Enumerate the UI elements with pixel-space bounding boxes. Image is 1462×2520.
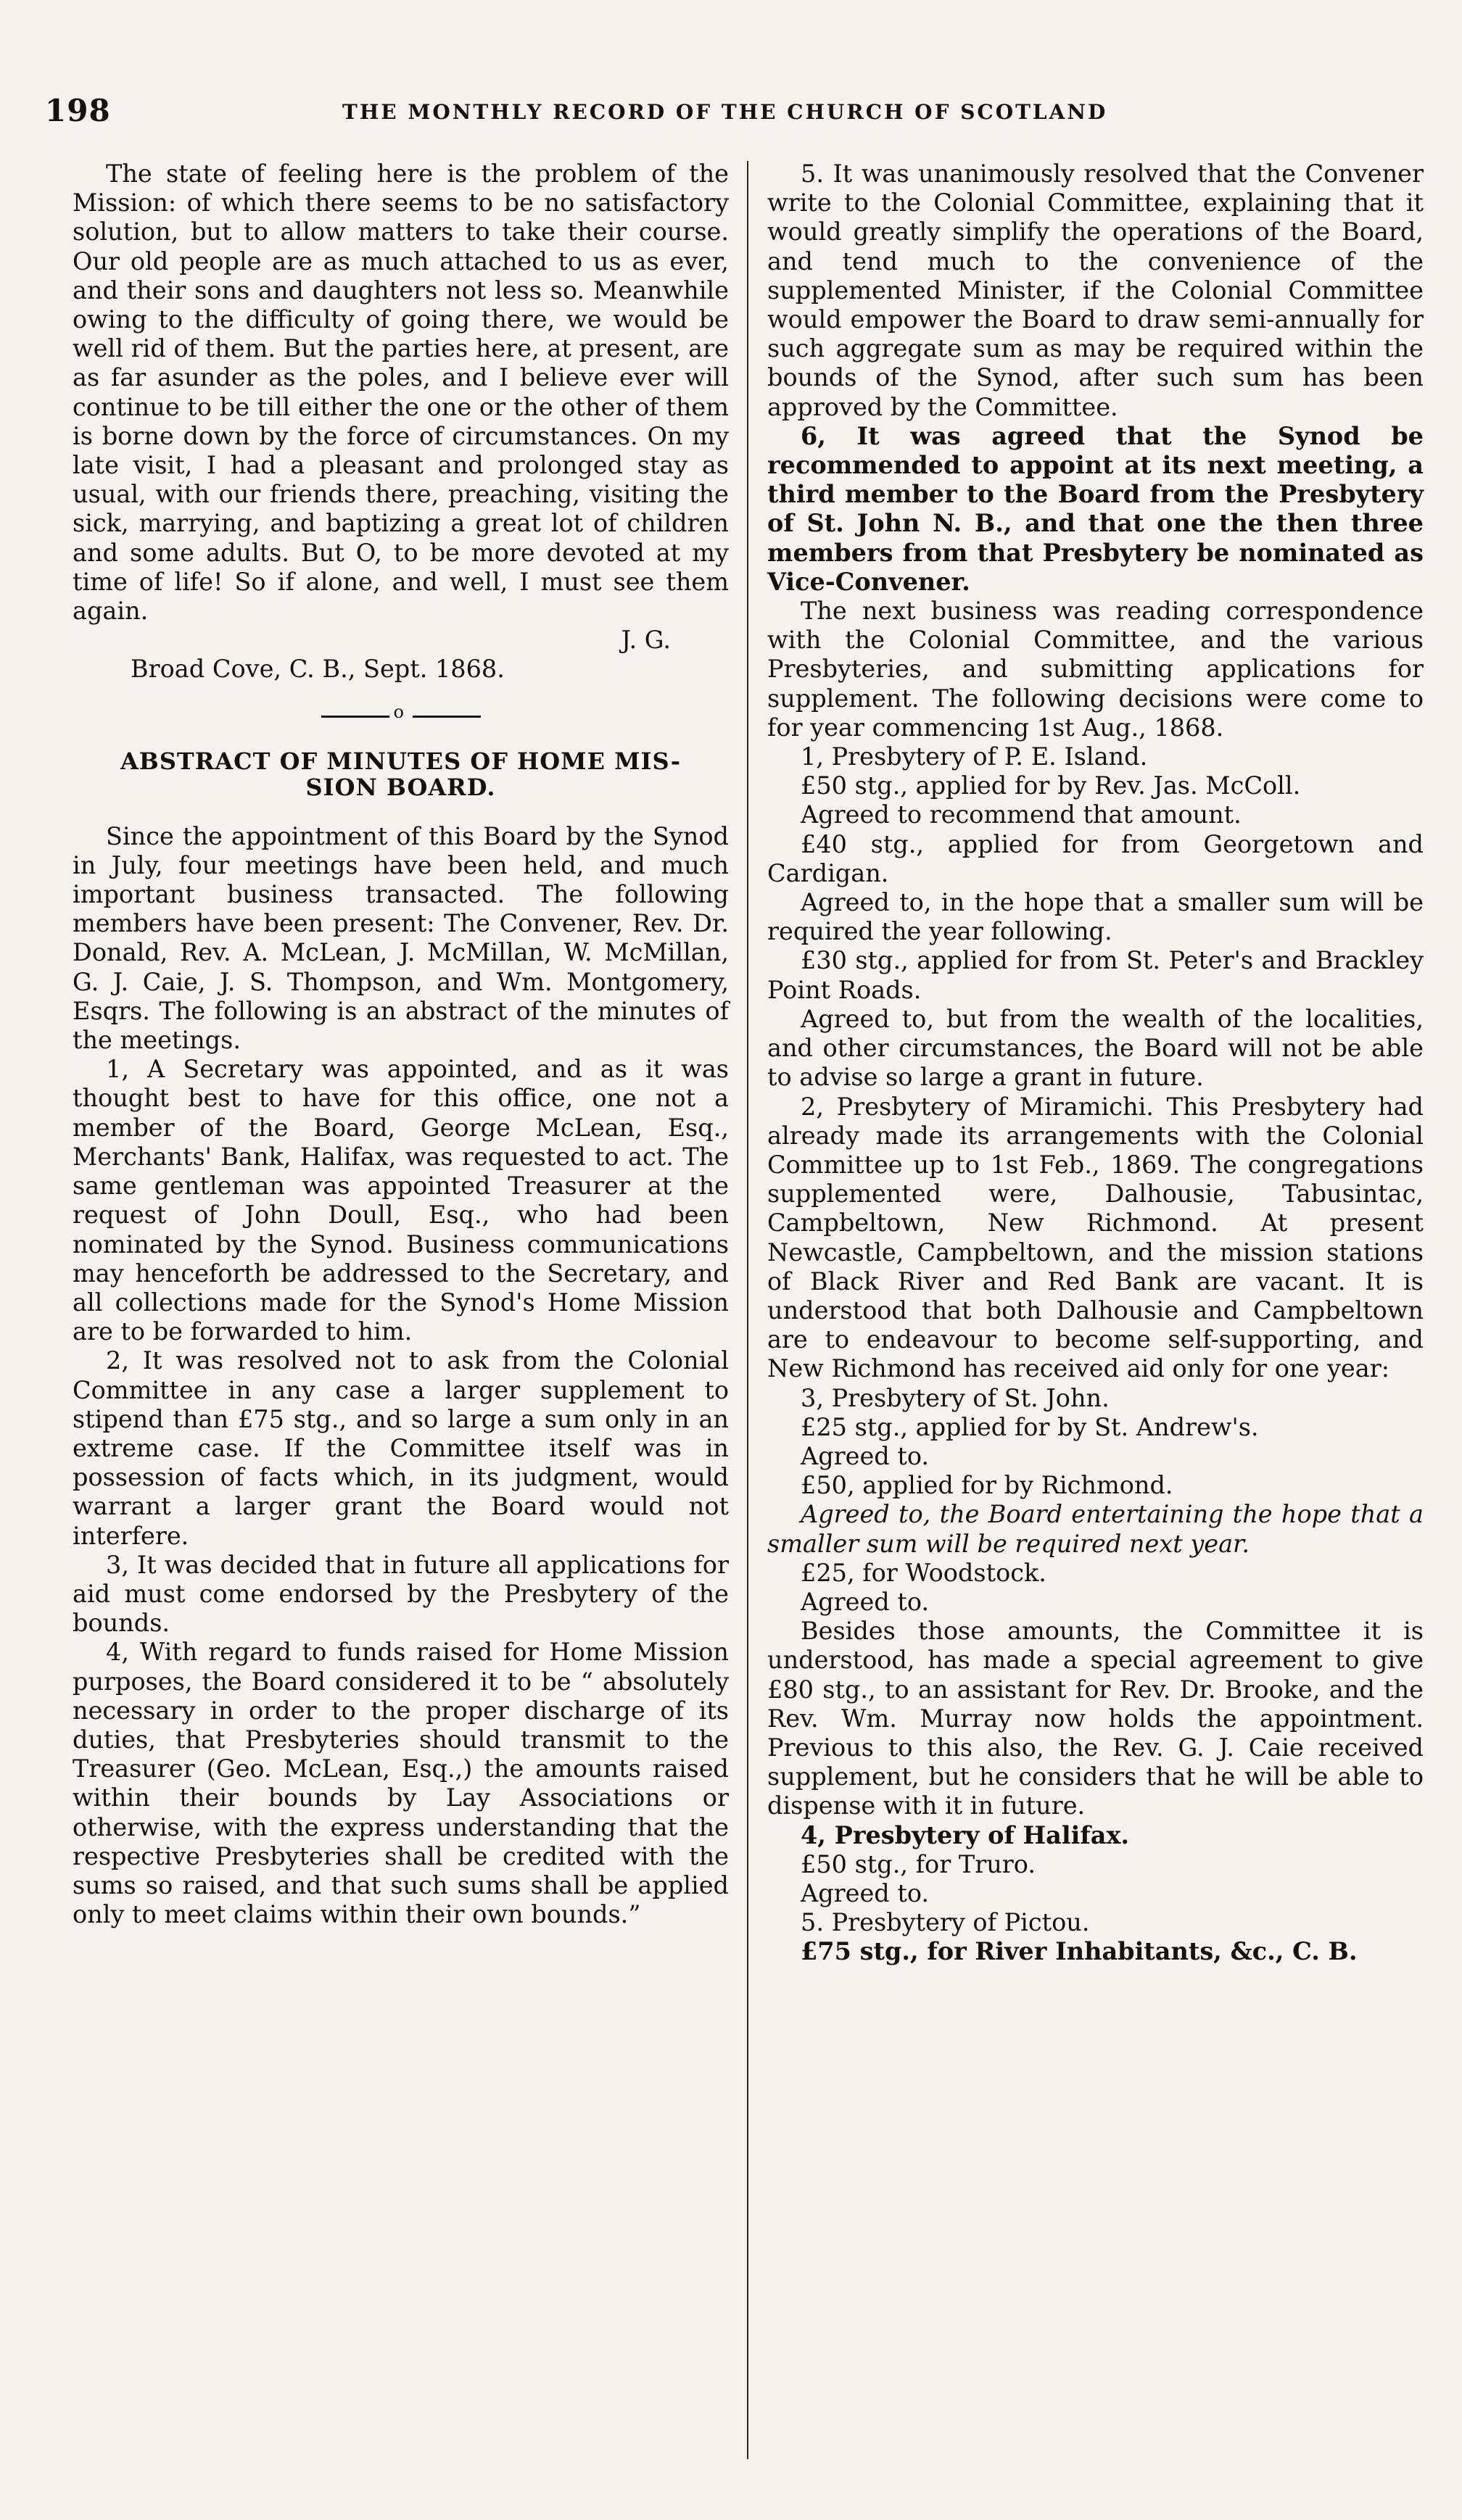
column-rule	[747, 161, 748, 2459]
section-title	[73, 748, 729, 800]
minute-item-2: 2, It was resolved not to ask from the Colonial Committee in any case a larger supplement to stipend than £75 stg., and so large a sum only in an extreme case. If the Committee itself was in possession of facts which, in its judgment, would warrant a larger grant the Board would not interfere.	[73, 1346, 729, 1550]
decision-line: Agreed to.	[801, 1878, 930, 1907]
section-title-line: SION BOARD.	[305, 773, 496, 801]
grant-line: £40 stg., applied for from Georgetown and Cardigan.	[767, 829, 1424, 887]
grant-line: £50, applied for by Richmond.	[801, 1471, 1173, 1500]
grant-line: £50 stg., for Truro.	[801, 1849, 1036, 1878]
presbytery-heading: 5. Presbytery of Pictou.	[801, 1908, 1090, 1937]
besides-paragraph: Besides those amounts, the Committee it is understood, has made a special agreement to give £80 stg., to an assistant for Rev. Dr. Brooke, and the Rev. Wm. Murray now holds the appointment. Previous to this also, the Rev. G. J. Caie received supplement, but he considers that he will be able to dispense with it in future.	[767, 1617, 1424, 1820]
minute-item-1: 1, A Secretary was appointed, and as it was thought best to have for this office, one not a member of the Board, George McLean, Esq., Merchants' Bank, Halifax, was requested to act. The same gentleman was appointed Treasurer at the request of John Doull, Esq., who had been nominated by the Synod. Business communications may henceforth be addressed to the Secretary, and all collections made for the Synod's Home Mission are to be forwarded to him.	[73, 1055, 729, 1346]
running-title: THE MONTHLY RECORD OF THE CHURCH OF SCOTLAND	[342, 100, 1108, 124]
page-header	[45, 93, 1184, 136]
decision-line: Agreed to, in the hope that a smaller sum will be required the year following.	[767, 888, 1424, 946]
minute-item-5: 5. It was unanimously resolved that the Convener write to the Colonial Committee, explaining that it would greatly simplify the operations of the Board, and tend much to the convenience of the supplemented Minister, if the Colonial Committee would empower the Board to draw semi-annually for such aggregate sum as may be required within the bounds of the Synod, after such sum has been approved by the Committee.	[767, 159, 1424, 421]
next-business: The next business was reading correspondence with the Colonial Committee, and the various Presbyteries, and submitting applications for supplement. The following decisions were come to for year commencing 1st Aug., 1868.	[767, 597, 1424, 742]
decision-line: Agreed to, but from the wealth of the localities, and other circumstances, the Board will not be able to advise so large a grant in future.	[767, 1004, 1424, 1092]
grant-line: £75 stg., for River Inhabitants, &c., C. B.	[801, 1937, 1358, 1966]
letter-paragraph: The state of feeling here is the problem of the Mission: of which there seems to be no satisfactory solution, but to allow matters to take their course. Our old people are as much attached to us as ever, and their sons and daughters not less so. Meanwhile owing to the difficulty of going there, we would be well rid of them. But the parties here, at present, are as far asunder as the poles, and I believe ever will continue to be till either the one or the other of them is borne down by the force of circumstances. On my late visit, I had a pleasant and prolonged stay as usual, with our friends there, preaching, visiting the sick, marrying, and baptizing a great lot of children and some adults. But O, to be more devoted at my time of life! So if alone, and well, I must see them again.	[73, 159, 729, 626]
left-column	[73, 159, 729, 1929]
presbytery-heading: 4, Presbytery of Halifax.	[801, 1820, 1130, 1849]
section-title-line: ABSTRACT OF MINUTES OF HOME MIS-	[120, 747, 682, 775]
page-number: 198	[45, 93, 111, 128]
decision-line: Agreed to.	[801, 1587, 930, 1616]
decision-line: Agreed to, the Board entertaining the hope that a smaller sum will be required next year.	[767, 1500, 1424, 1558]
grant-line: £25, for Woodstock.	[801, 1558, 1046, 1587]
minute-item-4: 4, With regard to funds raised for Home Mission purposes, the Board considered it to be “ absolutely necessary in order to the proper discharge of its duties, that Presbyteries should transmit to the Treasurer (Geo. McLean, Esq.,) the amounts raised within their bounds by Lay Associations or otherwise, with the express understanding that the respective Presbyteries shall be credited with the sums so raised, and that such sums shall be applied only to meet claims within their own bounds.”	[73, 1638, 729, 1929]
presbytery-heading: 1, Presbytery of P. E. Island.	[801, 742, 1148, 771]
grant-line: £25 stg., applied for by St. Andrew's.	[801, 1412, 1259, 1441]
minute-item-3: 3, It was decided that in future all applications for aid must come endorsed by the Presbytery of the bounds.	[73, 1550, 729, 1638]
letter-dateline: Broad Cove, C. B., Sept. 1868.	[131, 655, 505, 684]
section-divider	[321, 701, 481, 724]
grant-line: £30 stg., applied for from St. Peter's and Brackley Point Roads.	[767, 946, 1424, 1004]
letter-signature: J. G.	[621, 626, 671, 655]
grant-line: £50 stg., applied for by Rev. Jas. McColl.	[801, 771, 1301, 800]
presbytery-heading: 3, Presbytery of St. John.	[801, 1383, 1110, 1412]
right-column	[767, 159, 1424, 1967]
presbytery-paragraph: 2, Presbytery of Miramichi. This Presbytery had already made its arrangements with the Colonial Committee up to 1st Feb., 1869. The congregations supplemented were, Dalhousie, Tabusintac, Campbeltown, New Richmond. At present Newcastle, Campbeltown, and the mission stations of Black River and Red Bank are vacant. It is understood that both Dalhousie and Campbeltown are to endeavour to become self-supporting, and New Richmond has received aid only for one year:	[767, 1092, 1424, 1383]
minute-item-6: 6, It was agreed that the Synod be recommended to appoint at its next meeting, a third member to the Board from the Presbytery of St. John N. B., and that one the then three members from that Presbytery be nominated as Vice-Convener.	[767, 421, 1424, 596]
divider-mark: o	[393, 701, 404, 722]
decision-line: Agreed to recommend that amount.	[801, 800, 1242, 829]
decision-line: Agreed to.	[801, 1441, 930, 1470]
minutes-intro: Since the appointment of this Board by the Synod in July, four meetings have been held, and much important business transacted. The following members have been present: The Convener, Rev. Dr. Donald, Rev. A. McLean, J. McMillan, W. McMillan, G. J. Caie, J. S. Thompson, and Wm. Montgomery, Esqrs. The following is an abstract of the minutes of the meetings.	[73, 821, 729, 1055]
